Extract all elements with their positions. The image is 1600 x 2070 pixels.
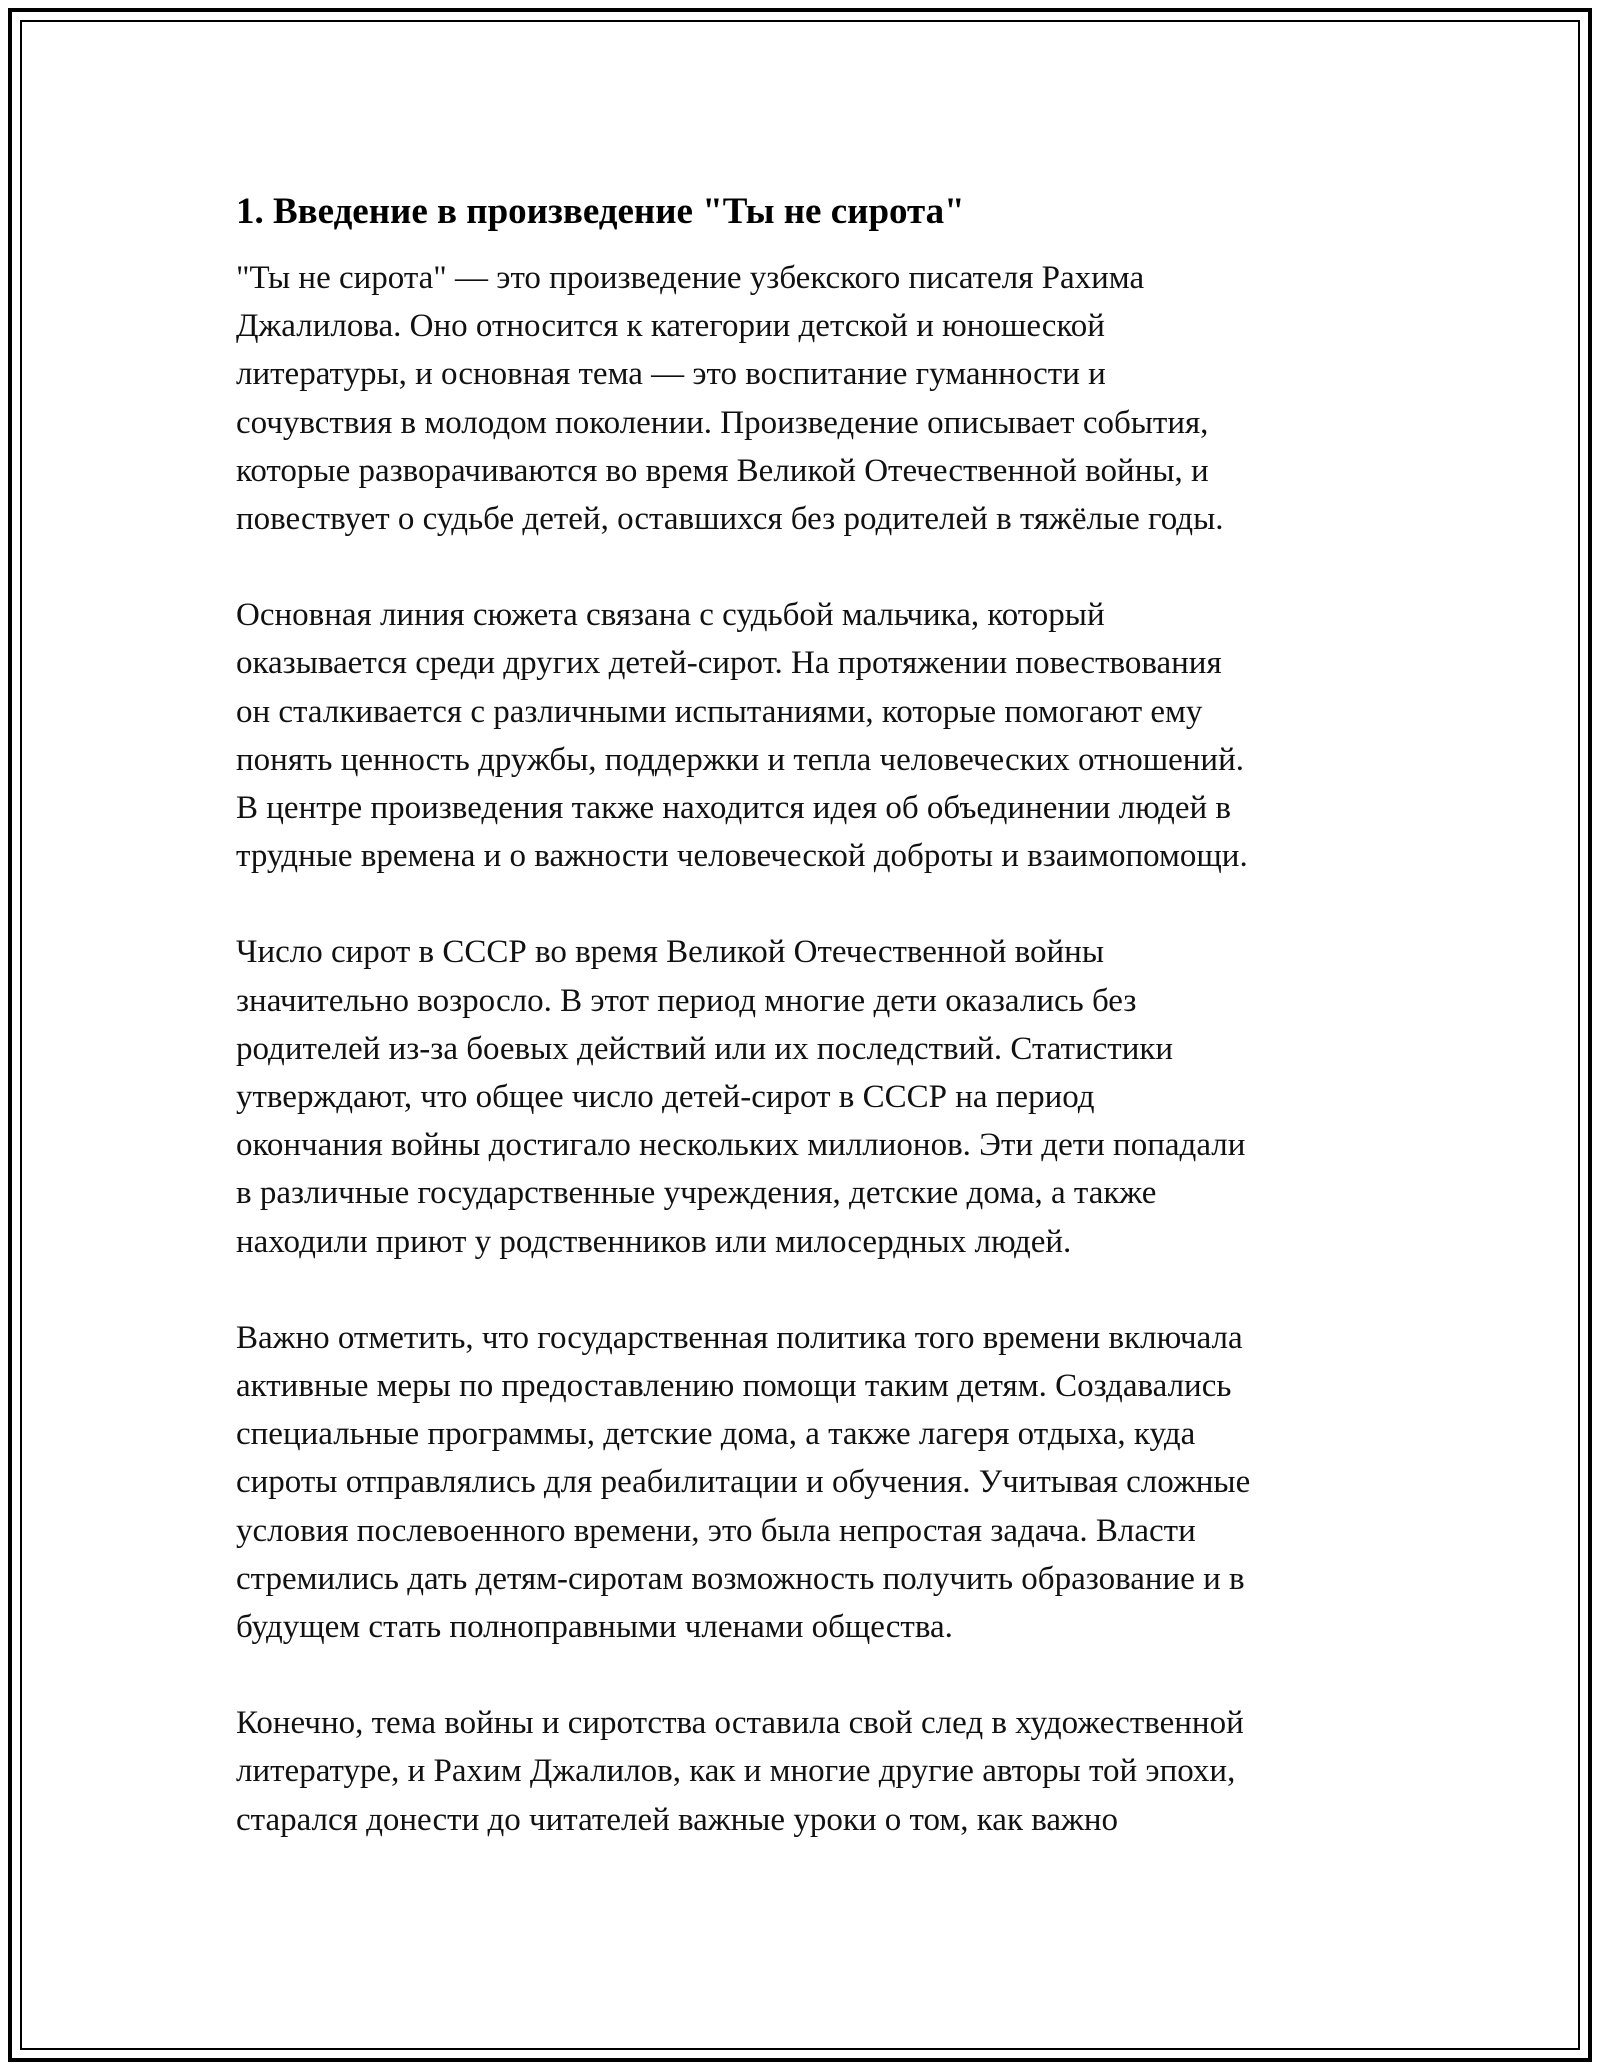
paragraph-state-policy: Важно отметить, что государственная политика того времени включала активные меры по предоставлению помощи таким детям. Создавались специальные программы, детские дома, а также лагеря отдыха, куда сироты отправлялись для реабилитации и обучения. Учитывая сложные условия послевоенного времени, это была непростая задача. Власти стремились дать детям-сиротам возможность получить образование и в будущем стать полноправными членами общества. <box>236 1319 1251 1646</box>
section-heading: 1. Введение в произведение "Ты не сирота" <box>236 191 965 232</box>
paragraph-orphans-statistics: Число сирот в СССР во время Великой Отечественной войны значительно возросло. В этот период многие дети оказались без родителей из-за боевых действий или их последствий. Статистики утверждают, что общее число детей-сирот в СССР на период окончания войны достигало нескольких миллионов. Эти дети попадали в различные государственные учреждения, детские дома, а также находили приют у родственников или милосердных людей. <box>236 934 1246 1260</box>
paragraph-plot: Основная линия сюжета связана с судьбой мальчика, который оказывается среди других детей-сирот. На протяжении повествования он сталкивается с различными испытаниями, которые помогают ему понять ценность дружбы, поддержки и тепла человеческих отношений. В центре произведения также находится идея об объединении людей в трудные времена и о важности человеческой доброты и взаимопомощи. <box>236 597 1248 875</box>
paragraph-literature: Конечно, тема войны и сиротства оставила свой след в художественной литературе, и Рахим Джалилов, как и многие другие авторы той эпохи, старался донести до читателей важные уроки о том, как важно <box>236 1705 1244 1838</box>
paragraph-intro: "Ты не сирота" — это произведение узбекского писателя Рахима Джалилова. Оно относится к категории детской и юношеской литературы, и основная тема — это воспитание гуманности и сочувствия в молодом поколении. Произведение описывает события, которые разворачиваются во время Великой Отечественной войны, и повествует о судьбе детей, оставшихся без родителей в тяжёлые годы. <box>236 260 1224 538</box>
document-body <box>236 186 1396 1892</box>
